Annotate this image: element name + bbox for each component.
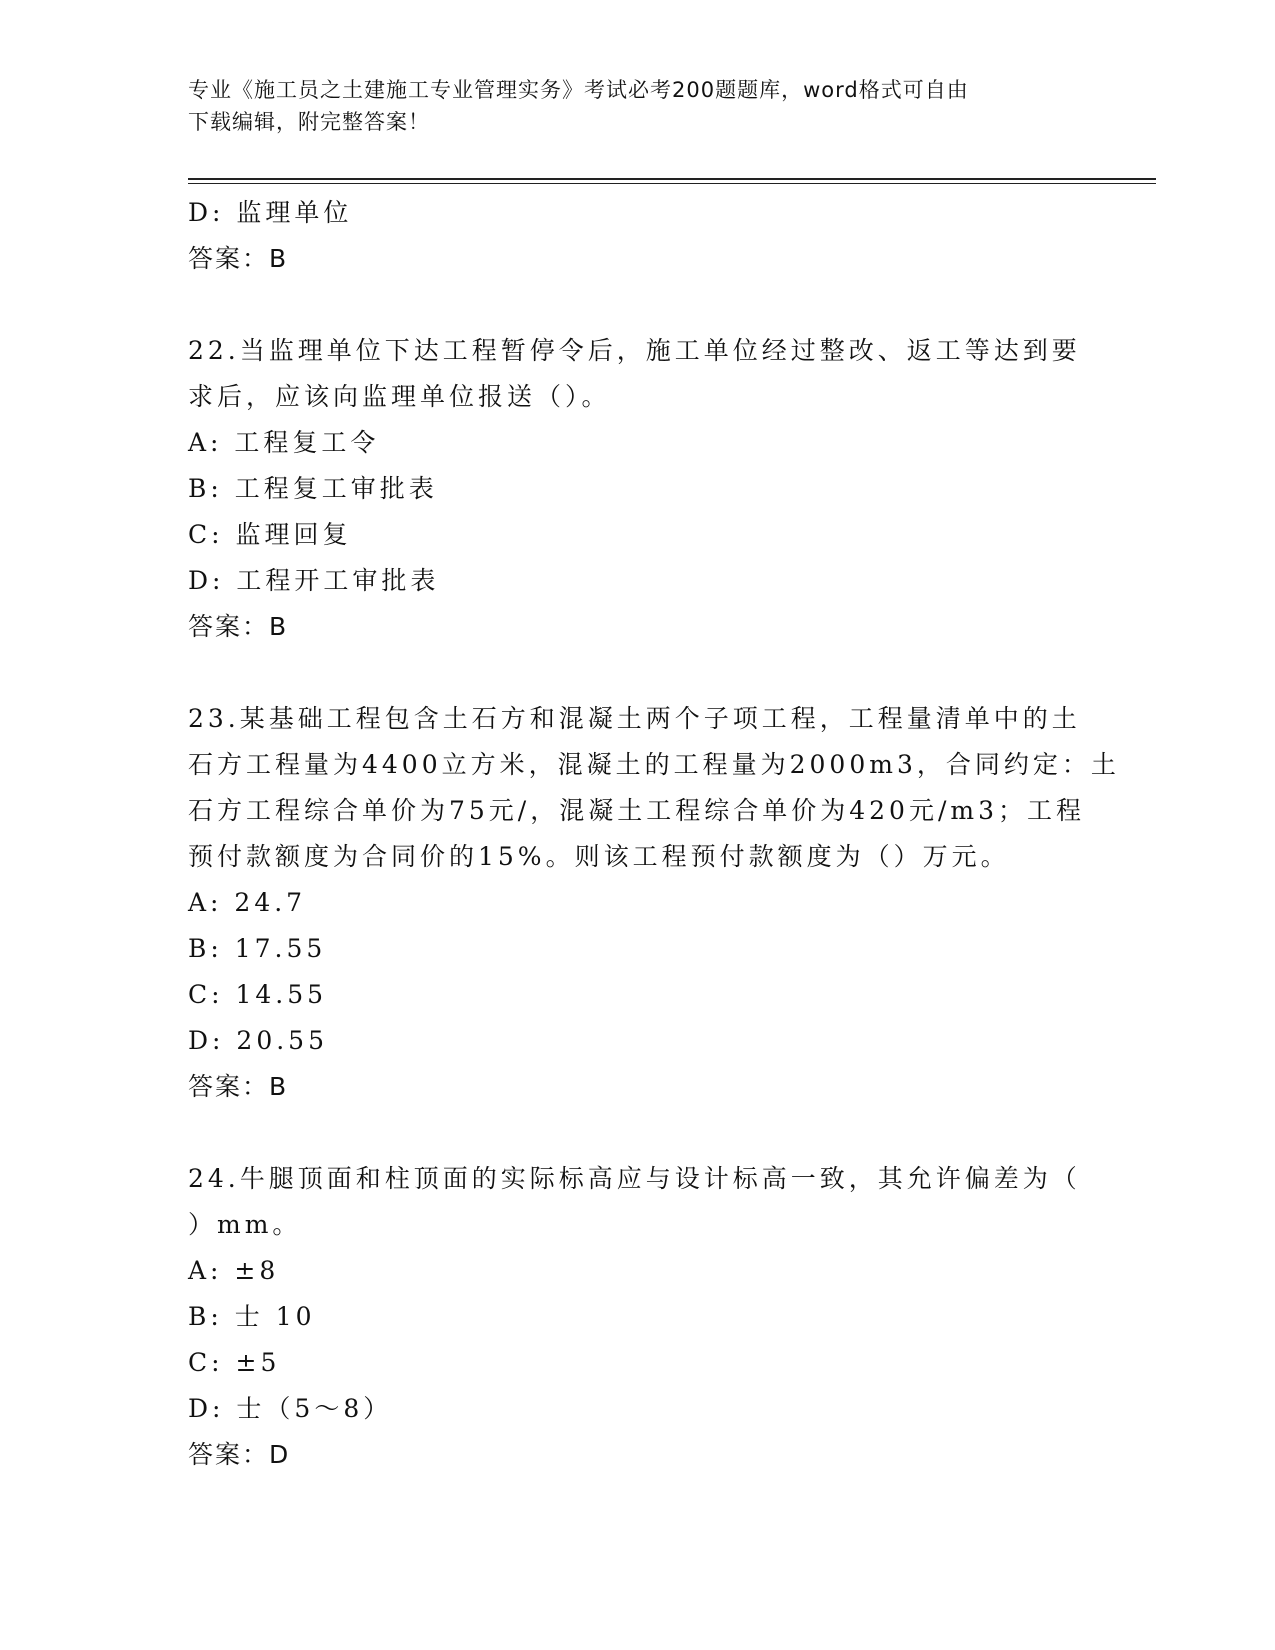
question-23 xyxy=(188,696,1120,1110)
answer: 答案：D xyxy=(188,1440,291,1469)
option-a: A: 工程复工令 xyxy=(188,428,380,457)
option-a: A: ±8 xyxy=(188,1256,280,1285)
question-text-line: 24.牛腿顶面和柱顶面的实际标高应与设计标高一致，其允许偏差为（ xyxy=(188,1164,1081,1193)
header-rule-thin xyxy=(188,183,1156,184)
spacer xyxy=(188,650,1088,696)
option-d: D: 工程开工审批表 xyxy=(188,566,440,595)
document-header xyxy=(188,74,1088,138)
spacer xyxy=(188,282,1088,328)
document-body xyxy=(188,190,1120,1478)
option-c: C: ±5 xyxy=(188,1348,281,1377)
header-line-1: 专业《施工员之土建施工专业管理实务》考试必考200题题库，word格式可自由 xyxy=(188,78,969,102)
question-text-line: ）mm。 xyxy=(188,1210,302,1239)
prev-option-d: D: 监理单位 xyxy=(188,198,353,227)
question-text-line: 预付款额度为合同价的15%。则该工程预付款额度为（）万元。 xyxy=(188,842,1010,871)
question-22 xyxy=(188,328,1088,650)
spacer xyxy=(188,1110,1088,1156)
header-line-2: 下载编辑，附完整答案！ xyxy=(188,110,430,134)
option-c: C: 14.55 xyxy=(188,980,328,1009)
option-d: D: 20.55 xyxy=(188,1026,328,1055)
header-rule-thick xyxy=(188,178,1156,180)
question-text-line: 求后，应该向监理单位报送（）。 xyxy=(188,382,611,411)
question-text-line: 23.某基础工程包含土石方和混凝土两个子项工程，工程量清单中的土 xyxy=(188,704,1081,733)
question-24 xyxy=(188,1156,1088,1478)
answer: 答案：B xyxy=(188,1072,289,1101)
option-b: B: 17.55 xyxy=(188,934,327,963)
option-c: C: 监理回复 xyxy=(188,520,352,549)
prev-answer: 答案：B xyxy=(188,244,289,273)
option-a: A: 24.7 xyxy=(188,888,307,917)
option-b: B: 士 10 xyxy=(188,1302,316,1331)
question-text-line: 石方工程综合单价为75元/，混凝土工程综合单价为420元/m3；工程 xyxy=(188,796,1085,825)
question-text-line: 22.当监理单位下达工程暂停令后，施工单位经过整改、返工等达到要 xyxy=(188,336,1081,365)
question-text-line: 石方工程量为4400立方米，混凝土的工程量为2000m3，合同约定：土 xyxy=(188,750,1120,779)
option-b: B: 工程复工审批表 xyxy=(188,474,438,503)
answer: 答案：B xyxy=(188,612,289,641)
option-d: D: 士（5～8） xyxy=(188,1394,393,1423)
